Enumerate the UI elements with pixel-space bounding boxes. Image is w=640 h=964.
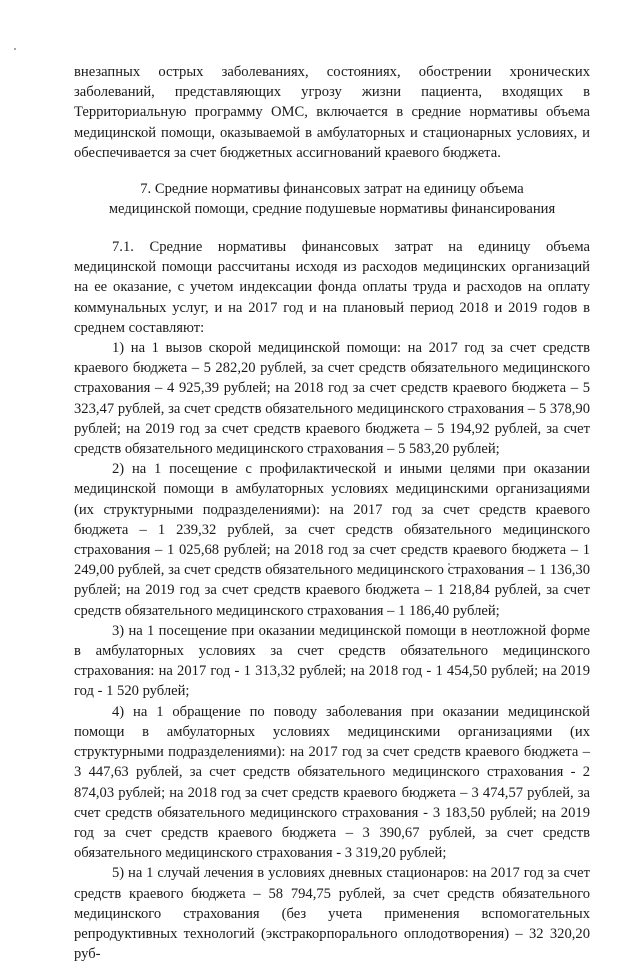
section-heading [74,179,590,219]
intro-paragraph: внезапных острых заболеваниях, состояниях, обострении хронических заболеваний, представляющих угрозу жизни пациента, входящих в Территориальную программу ОМС, включается в средние нормативы объема медицинской помощи, оказываемой в амбулаторных и стационарных условиях, и обеспечивается за счет бюджетных ассигнований краевого бюджета. [74,64,590,161]
scan-speck [14,48,16,50]
paragraph-7-1: 7.1. Средние нормативы финансовых затрат на единицу объема медицинской помощи рассчитаны исходя из расходов медицинских организаций на ее оказание, с учетом индексации фонда оплаты труда и расходов на оплату коммунальных услуг, и на 2017 год и на плановый период 2018 и 2019 годов в среднем составляют: [74,239,590,336]
section-heading-line-1: 7. Средние нормативы финансовых затрат на единицу объема [140,181,524,198]
document-page [74,62,590,964]
list-item-5: 5) на 1 случай лечения в условиях дневных стационаров: на 2017 год за счет средств краевого бюджета – 58 794,75 рублей, за счет средств обязательного медицинского страхования (без учета применения вспомогательных репродуктивных технологий (экстракорпорального оплодотворения) – 32 320,20 руб- [74,865,590,963]
list-item-2: 2) на 1 посещение с профилактической и иными целями при оказании медицинской помощи в амбулаторных условиях медицинскими организациями (их структурными подразделениями): на 2017 год за счет средств краевого бюджета – 1 239,32 рублей, за счет средств обязательного медицинского страхования – 1 025,68 рублей; на 2018 год за счет средств краевого бюджета – 1 249,00 рублей, за счет средств обязательного медицинского страхования – 1 136,30 рублей; на 2019 год за счет средств краевого бюджета – 1 218,84 рублей, за счет средств обязательного медицинского страхования – 1 186,40 рублей; [74,461,590,619]
list-item-1: 1) на 1 вызов скорой медицинской помощи: на 2017 год за счет средств краевого бюджета – 5 282,20 рублей, за счет средств обязательного медицинского страхования – 4 925,39 рублей; на 2018 год за счет средств краевого бюджета – 5 323,47 рублей, за счет средств обязательного медицинского страхования – 5 378,90 рублей; на 2019 год за счет средств краевого бюджета – 5 194,92 рублей, за счет средств обязательного медицинского страхования – 5 583,20 рублей; [74,340,590,458]
section-heading-line-2: медицинской помощи, средние подушевые нормативы финансирования [108,201,556,218]
list-item-4: 4) на 1 обращение по поводу заболевания при оказании медицинской помощи в амбулаторных условиях медицинскими организациями (их структурными подразделениями): на 2017 год за счет средств краевого бюджета – 3 447,63 рублей, за счет средств обязательного медицинского страхования - 2 874,03 рублей; на 2018 год за счет средств краевого бюджета – 3 474,57 рублей, за счет средств обязательного медицинского страхования - 3 183,50 рублей; на 2019 год за счет средств краевого бюджета – 3 390,67 рублей, за счет средств обязательного медицинского страхования - 3 319,20 рублей; [74,703,590,862]
list-item-3: 3) на 1 посещение при оказании медицинской помощи в неотложной форме в амбулаторных условиях за счет средств обязательного медицинского страхования: на 2017 год - 1 313,32 рублей; на 2018 год - 1 454,50 рублей; на 2019 год - 1 520 рублей; [74,622,590,700]
